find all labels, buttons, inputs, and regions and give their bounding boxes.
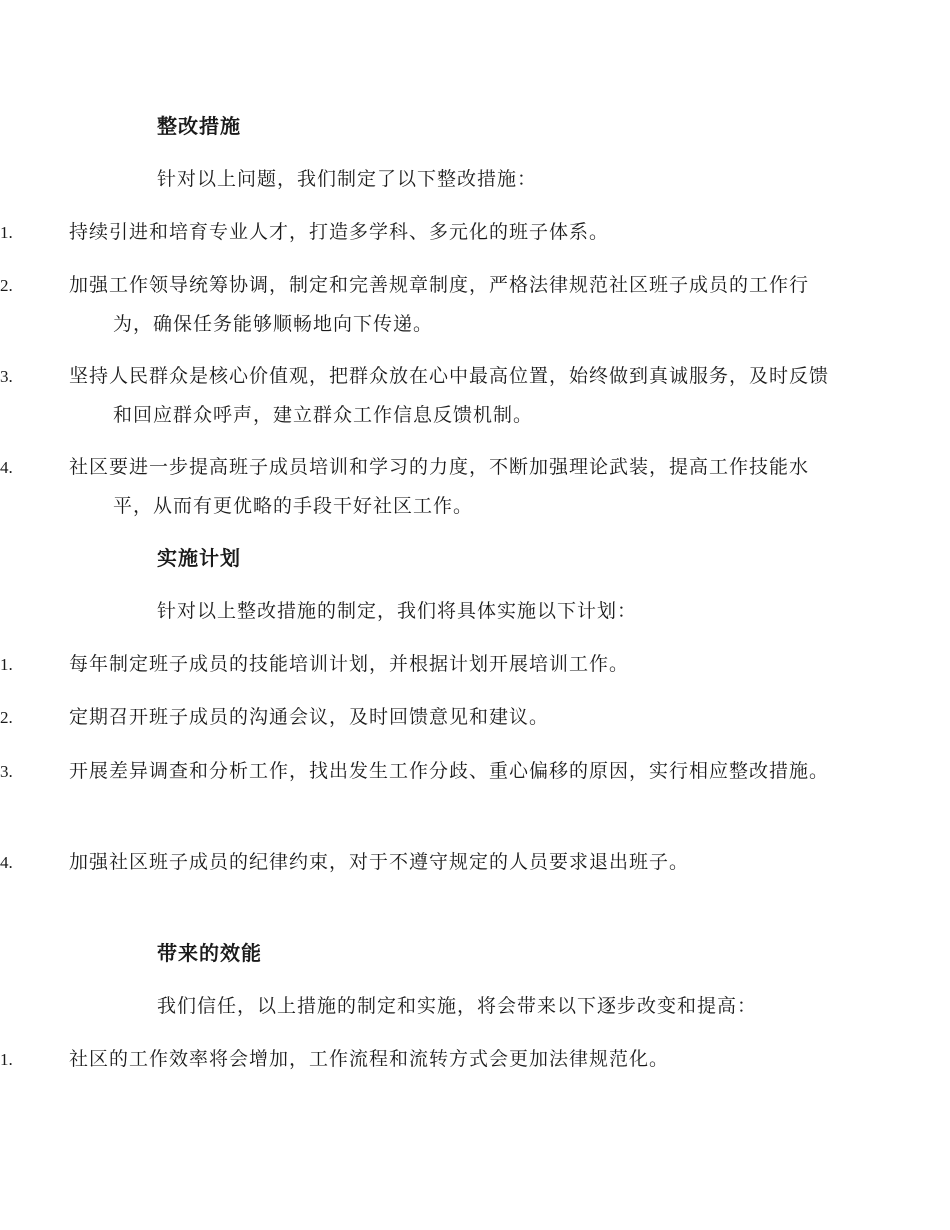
list-item <box>0 266 835 343</box>
list-item <box>0 1040 835 1079</box>
section-heading-implementation: 实施计划 <box>157 546 241 570</box>
section-intro-implementation: 针对以上整改措施的制定，我们将具体实施以下计划： <box>157 600 638 622</box>
list-item-number: 2. <box>0 708 13 727</box>
section-heading-rectification: 整改措施 <box>157 114 241 138</box>
list-item <box>0 357 835 434</box>
list-item-number: 3. <box>0 762 13 781</box>
list-item-number: 1. <box>0 223 13 242</box>
section-intro-benefits: 我们信任，以上措施的制定和实施，将会带来以下逐步改变和提高： <box>157 995 758 1017</box>
list-item-text: 持续引进和培育专业人才，打造多学科、多元化的班子体系。 <box>69 221 610 243</box>
list-item-number: 4. <box>0 458 13 477</box>
list-item-text: 加强社区班子成员的纪律约束，对于不遵守规定的人员要求退出班子。 <box>69 851 690 873</box>
list-item-number: 2. <box>0 276 13 295</box>
list-item-text: 社区要进一步提高班子成员培训和学习的力度，不断加强理论武装，提高工作技能水平，从而有更优略的手段干好社区工作。 <box>69 456 810 517</box>
list-item-text: 开展差异调查和分析工作，找出发生工作分歧、重心偏移的原因，实行相应整改措施。 <box>69 760 830 782</box>
list-item-number: 3. <box>0 367 13 386</box>
list-item-text: 定期召开班子成员的沟通会议，及时回馈意见和建议。 <box>69 706 550 728</box>
list-item <box>0 645 835 684</box>
list-item <box>0 213 835 252</box>
list-item-text: 社区的工作效率将会增加，工作流程和流转方式会更加法律规范化。 <box>69 1048 670 1070</box>
list-item-text: 坚持人民群众是核心价值观，把群众放在心中最高位置，始终做到真诚服务，及时反馈和回应群众呼声，建立群众工作信息反馈机制。 <box>69 365 830 426</box>
section-intro-rectification: 针对以上问题，我们制定了以下整改措施： <box>157 168 538 190</box>
list-item <box>0 698 835 737</box>
list-item-text: 每年制定班子成员的技能培训计划，并根据计划开展培训工作。 <box>69 653 630 675</box>
list-item <box>0 448 835 525</box>
list-item <box>0 843 835 882</box>
list-item-number: 1. <box>0 1050 13 1069</box>
section-heading-benefits: 带来的效能 <box>157 941 262 965</box>
list-item-number: 4. <box>0 853 13 872</box>
list-item-text: 加强工作领导统筹协调，制定和完善规章制度，严格法律规范社区班子成员的工作行为，确保任务能够顺畅地向下传递。 <box>69 274 810 335</box>
list-item-number: 1. <box>0 655 13 674</box>
list-item <box>0 752 835 791</box>
